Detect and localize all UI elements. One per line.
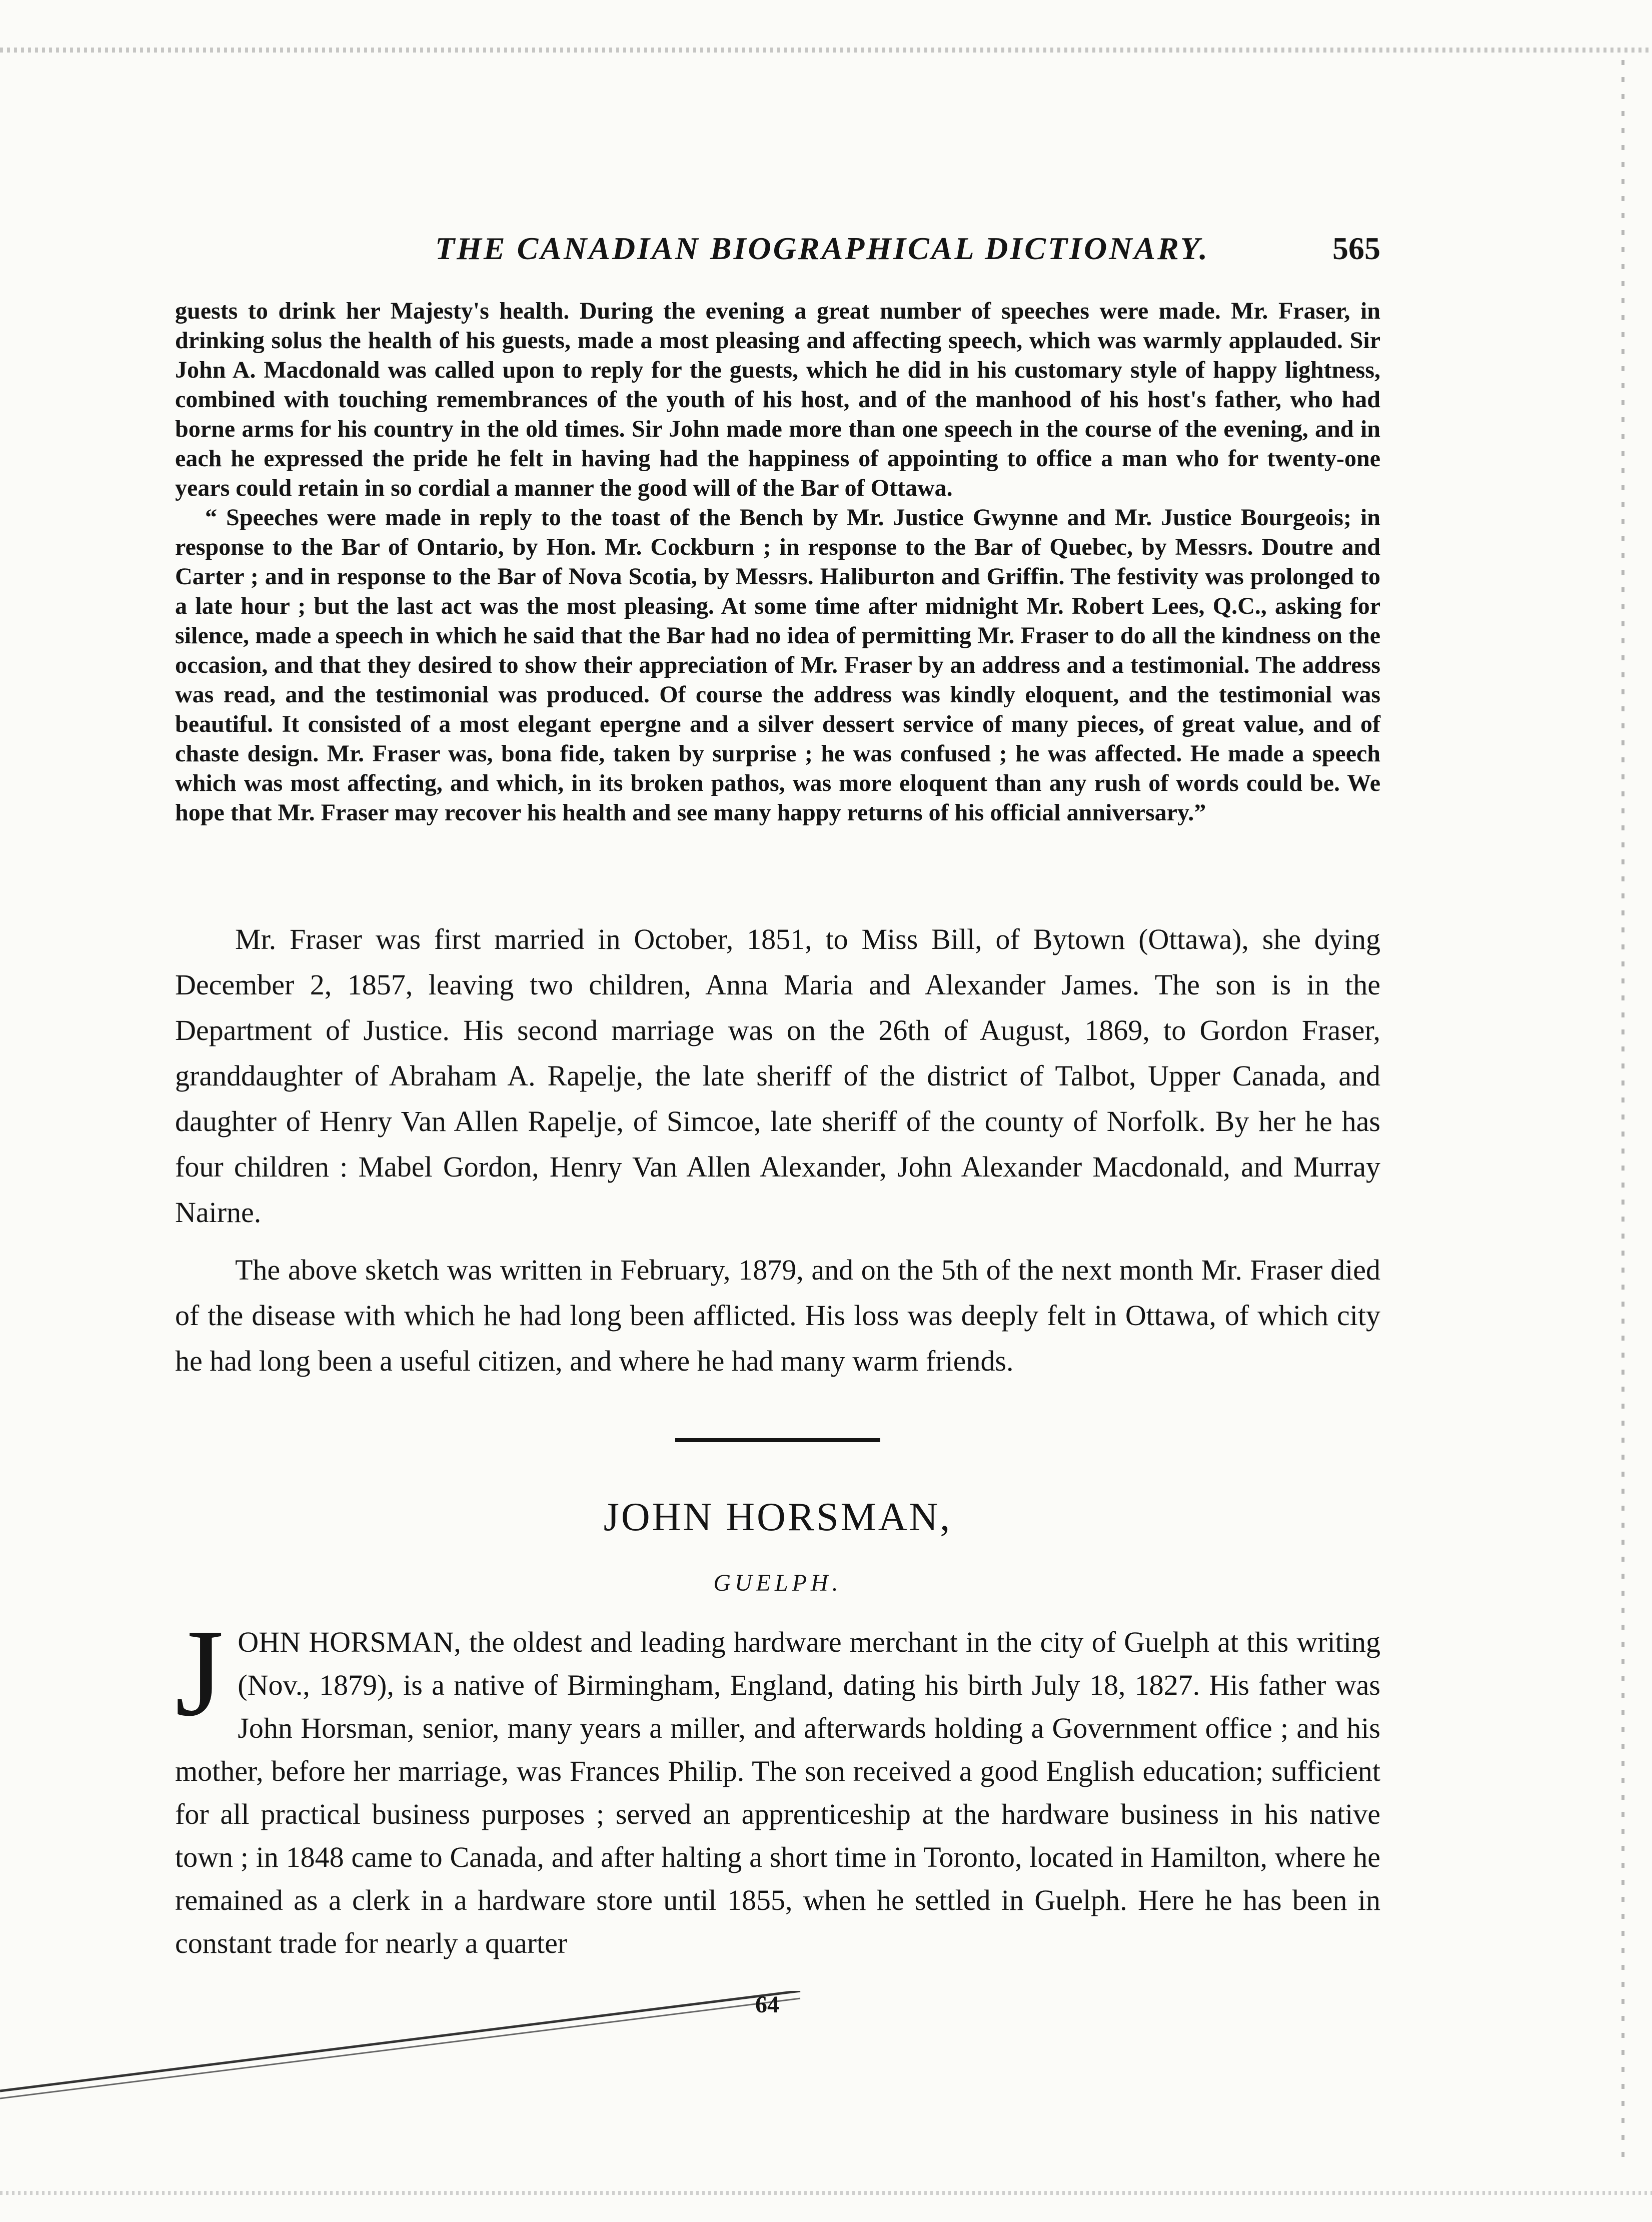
body-paragraph: Mr. Fraser was first married in October, 1851, to Miss Bill, of Bytown (Ottawa), she dying December 2, 1857, leaving two children, Anna Maria and Alexander James. The son is in the Department of Justice. His second marriage was on the 26th of August, 1869, to Gordon Fraser, granddaughter of Abraham A. Rapelje, the late sheriff of the district of Talbot, Upper Canada, and daughter of Henry Van Allen Rapelje, of Simcoe, late sheriff of the county of Norfolk. By her he has four children : Mabel Gordon, Henry Van Allen Alexander, John Alexander Macdonald, and Murray Nairne. [175, 923, 1380, 1229]
section-divider [675, 1438, 880, 1442]
entry-heading: JOHN HORSMAN, [603, 1495, 952, 1539]
signature-mark: 64 [755, 1991, 779, 2018]
quoted-report [175, 296, 1380, 827]
body-paragraph: The above sketch was written in February, 1879, and on the 5th of the next month Mr. Fraser died of the disease with which he had long been afflicted. His loss was deeply felt in Ottawa, of which city he had long been a useful citizen, and where he had many warm friends. [175, 1254, 1380, 1377]
fraser-body-text [175, 916, 1380, 1384]
entry-paragraph-text: OHN HORSMAN, the oldest and leading hardware merchant in the city of Guelph at this writing (Nov., 1879), is a native of Birmingham, England, dating his birth July 18, 1827. His father was John Horsman, senior, many years a miller, and afterwards holding a Government office ; and his mother, before her marriage, was Frances Philip. The son received a good English education; sufficient for all practical business purposes ; served an apprenticeship at the hardware business in his native town ; in 1848 came to Canada, and after halting a short time in Toronto, located in Hamilton, where he remained as a clerk in a hardware store until 1855, when he settled in Guelph. Here he has been in constant trade for nearly a quarter [175, 1626, 1380, 1959]
horsman-entry-text [175, 1604, 1380, 1965]
quote-paragraph: guests to drink her Majesty's health. During the evening a great number of speeches were made. Mr. Fraser, in drinking solus the health of his guests, made a most pleasing and affecting speech, which was warmly applauded. Sir John A. Macdonald was called upon to reply for the guests, which he did in his customary style of happy lightness, combined with touching remembrances of the youth of his host, and of the manhood of his host's father, who had borne arms for his country in the old times. Sir John made more than one speech in the course of the evening, and in each he expressed the pride he felt in having had the happiness of appointing to office a man who for twenty-one years could retain in so cordial a manner the good will of the Bar of Ottawa. [175, 298, 1380, 501]
scan-edge-bottom [0, 2191, 1652, 2195]
entry-place: GUELPH. [713, 1570, 842, 1596]
scan-crease-line [0, 1991, 1652, 2151]
running-title: THE CANADIAN BIOGRAPHICAL DICTIONARY. [435, 231, 1209, 266]
running-header [175, 230, 1380, 275]
drop-cap: J [175, 1604, 224, 1742]
entry-paragraph [175, 1604, 1380, 1965]
scan-edge-right [1621, 60, 1624, 2161]
quote-paragraph: “ Speeches were made in reply to the toast of the Bench by Mr. Justice Gwynne and Mr. Justice Bourgeois; in response to the Bar of Ontario, by Hon. Mr. Cockburn ; in response to the Bar of Quebec, by Messrs. Doutre and Carter ; and in response to the Bar of Nova Scotia, by Messrs. Haliburton and Griffin. The festivity was prolonged to a late hour ; but the last act was the most pleasing. At some time after midnight Mr. Robert Lees, Q.C., asking for silence, made a speech in which he said that the Bar had no idea of permitting Mr. Fraser to do all the kindness on the occasion, and that they desired to show their appreciation of Mr. Fraser by an address and a testimonial. The address was read, and the testimonial was produced. Of course the address was kindly eloquent, and the testimonial was beautiful. It consisted of a most elegant epergne and a silver dessert service of many pieces, of great value, and of chaste design. Mr. Fraser was, bona fide, taken by surprise ; he was confused ; he was affected. He made a speech which was most affecting, and which, in its broken pathos, was more eloquent than any rush of words could be. We hope that Mr. Fraser may recover his health and see many happy returns of his official anniversary.” [175, 504, 1380, 826]
scan-edge-top [0, 48, 1652, 53]
page-number: 565 [1332, 231, 1380, 266]
